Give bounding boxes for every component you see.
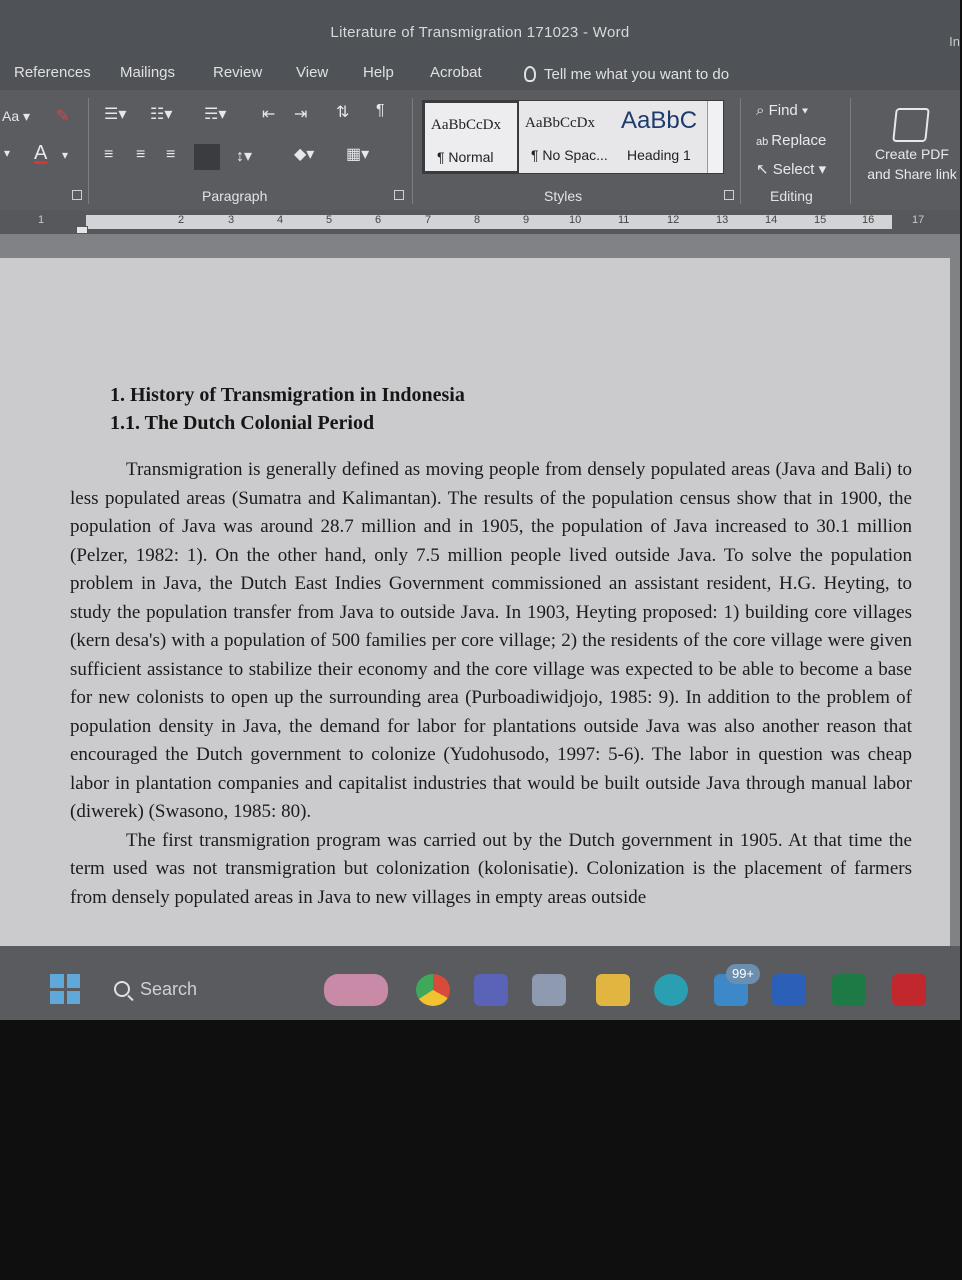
- numbering-icon[interactable]: ☷▾: [150, 106, 173, 123]
- ruler-mark: 13: [716, 214, 729, 226]
- show-formatting-icon[interactable]: ¶: [376, 102, 385, 119]
- font-dialog-launcher-icon[interactable]: [72, 190, 82, 200]
- shading-icon[interactable]: ◆▾: [294, 146, 315, 163]
- ruler-mark: 2: [178, 214, 185, 226]
- styles-gallery: [422, 100, 724, 174]
- ruler-mark: 1: [38, 214, 45, 226]
- tab-help[interactable]: Help: [363, 64, 394, 81]
- styles-dialog-launcher-icon[interactable]: [724, 190, 734, 200]
- horizontal-ruler[interactable]: [0, 210, 960, 234]
- ribbon: [0, 90, 960, 210]
- paragraph-dialog-launcher-icon[interactable]: [394, 190, 404, 200]
- find-button[interactable]: ⌕ Find ▾: [756, 102, 809, 119]
- ruler-mark: 12: [667, 214, 680, 226]
- sort-icon[interactable]: ⇅: [336, 104, 350, 121]
- ruler-mark: 4: [277, 214, 284, 226]
- replace-icon: ab: [756, 136, 772, 148]
- editing-group-label: Editing: [770, 188, 813, 204]
- taskbar-search-text: Search: [140, 978, 198, 999]
- camera-icon[interactable]: [532, 974, 566, 1006]
- align-center-icon[interactable]: ≡: [136, 146, 146, 163]
- title-right-text: In: [949, 34, 960, 49]
- bullets-icon[interactable]: ☰▾: [104, 106, 127, 123]
- align-right-icon[interactable]: ≡: [166, 146, 176, 163]
- highlight-dropdown-icon[interactable]: ▾: [4, 146, 11, 160]
- change-case-button[interactable]: Aa ▾: [2, 108, 31, 124]
- font-color-button[interactable]: A: [34, 142, 48, 164]
- search-icon: [114, 981, 130, 997]
- ruler-mark: 9: [523, 214, 530, 226]
- edge-icon[interactable]: [654, 974, 688, 1006]
- line-spacing-icon[interactable]: ↕▾: [236, 148, 253, 165]
- tab-view[interactable]: View: [296, 64, 329, 81]
- select-button[interactable]: ↖ Select ▾: [756, 161, 827, 178]
- heading-1: 1. History of Transmigration in Indonesia: [110, 384, 465, 406]
- clear-formatting-icon[interactable]: ✎: [56, 108, 70, 125]
- ruler-mark: 10: [569, 214, 582, 226]
- document-area: [0, 234, 960, 946]
- windows-start-icon[interactable]: [50, 974, 80, 1004]
- taskbar: [0, 946, 960, 1020]
- ribbon-tabs: [0, 56, 960, 90]
- tab-review[interactable]: Review: [213, 64, 263, 81]
- decrease-indent-icon[interactable]: ⇤: [262, 106, 276, 123]
- paragraph-group-label: Paragraph: [202, 188, 268, 204]
- justify-button[interactable]: [194, 144, 220, 170]
- style-no-spacing[interactable]: AaBbCcDx ¶ No Spac...: [525, 115, 608, 163]
- replace-button[interactable]: ab Replace: [756, 132, 827, 149]
- create-pdf-label[interactable]: Create PDF: [875, 146, 949, 162]
- tell-me-text: Tell me what you want to do: [544, 65, 730, 83]
- ruler-mark: 5: [326, 214, 333, 226]
- create-pdf-icon[interactable]: [892, 108, 930, 142]
- borders-icon[interactable]: ▦▾: [346, 146, 370, 163]
- ruler-mark: 6: [375, 214, 382, 226]
- indent-marker[interactable]: [76, 226, 88, 234]
- ruler-mark: 8: [474, 214, 481, 226]
- create-pdf-label-2[interactable]: and Share link: [867, 166, 957, 182]
- find-icon: ⌕: [756, 102, 769, 119]
- ruler-mark: 16: [862, 214, 875, 226]
- group-separator: [412, 98, 413, 204]
- excel-icon[interactable]: [832, 974, 866, 1006]
- align-left-icon[interactable]: ≡: [104, 146, 114, 163]
- document-body[interactable]: [70, 456, 912, 908]
- taskbar-search[interactable]: [104, 970, 300, 1008]
- ruler-mark: 11: [618, 214, 630, 226]
- heading-2: 1.1. The Dutch Colonial Period: [110, 412, 375, 434]
- chrome-icon[interactable]: [416, 974, 450, 1006]
- lightbulb-icon: [524, 66, 536, 82]
- ruler-mark: 14: [765, 214, 778, 226]
- widgets-icon[interactable]: [324, 974, 388, 1006]
- paragraph: Transmigration is generally defined as moving people from densely populated areas (Java and Bali) to less populated areas (Sumatra and Kalimantan). The results of the population census show that in 1900, the population of Java was around 28.7 million and in 1905, the population of Java increased to 30.1 million (Pelzer, 1982: 1). On the other hand, only 7.5 million people lived outside Java. To solve the population problem in Java, the Dutch East Indies Government commissioned an assistant resident, H.G. Heyting, to study the population transfer from Java to outside Java. In 1903, Heyting proposed: 1) building core villages (kern desa's) with a population of 500 families per core village; 2) the residents of the core village were given sufficient assistance to stabilize their economy and the core village was expected to be able to become a base for new colonists to open up the surrounding area (Purboadiwidjojo, 1985: 9). In addition to the problem of population density in Java, the demand for labor for plantations outside Java was also another reason that encouraged the Dutch government to colonize (Yudohusodo, 1997: 5-6). The labor in question was cheap labor in plantation companies and capitalist industries that would be built outside Java through manual labor (diwerek) (Swasono, 1985: 80).: [70, 459, 912, 822]
- tab-acrobat[interactable]: Acrobat: [430, 64, 482, 81]
- paragraph: The first transmigration program was carried out by the Dutch government in 1905. At that time the term used was not transmigration but colonization (kolonisatie). Colonization is the placement of farmers from densely populated areas in Java to new villages in empty areas outside: [70, 829, 912, 908]
- ruler-mark: 3: [228, 214, 235, 226]
- tab-mailings[interactable]: Mailings: [120, 64, 176, 81]
- ruler-mark: 17: [912, 214, 925, 226]
- mail-badge: 99+: [726, 964, 760, 984]
- font-color-dropdown-icon[interactable]: ▾: [62, 148, 69, 162]
- styles-scroll[interactable]: [707, 101, 723, 173]
- group-separator: [740, 98, 741, 204]
- style-heading-1[interactable]: AaBbC Heading 1: [621, 107, 698, 163]
- styles-group-label: Styles: [544, 188, 583, 204]
- style-normal[interactable]: AaBbCcDx ¶ Normal: [423, 101, 519, 173]
- multilevel-list-icon[interactable]: ☴▾: [204, 106, 227, 123]
- document-page[interactable]: [0, 258, 950, 946]
- title-bar: [0, 0, 960, 56]
- group-separator: [850, 98, 851, 204]
- window-title: Literature of Transmigration 171023 - Word: [330, 24, 630, 41]
- cursor-icon: ↖: [756, 161, 773, 178]
- ruler-mark: 15: [814, 214, 827, 226]
- acrobat-icon[interactable]: [892, 974, 926, 1006]
- ruler-mark: 7: [425, 214, 432, 226]
- tell-me-search[interactable]: [524, 62, 729, 86]
- tab-references[interactable]: References: [14, 64, 91, 81]
- word-icon[interactable]: [772, 974, 806, 1006]
- group-separator: [88, 98, 89, 204]
- teams-icon[interactable]: [474, 974, 508, 1006]
- file-explorer-icon[interactable]: [596, 974, 630, 1006]
- increase-indent-icon[interactable]: ⇥: [294, 106, 308, 123]
